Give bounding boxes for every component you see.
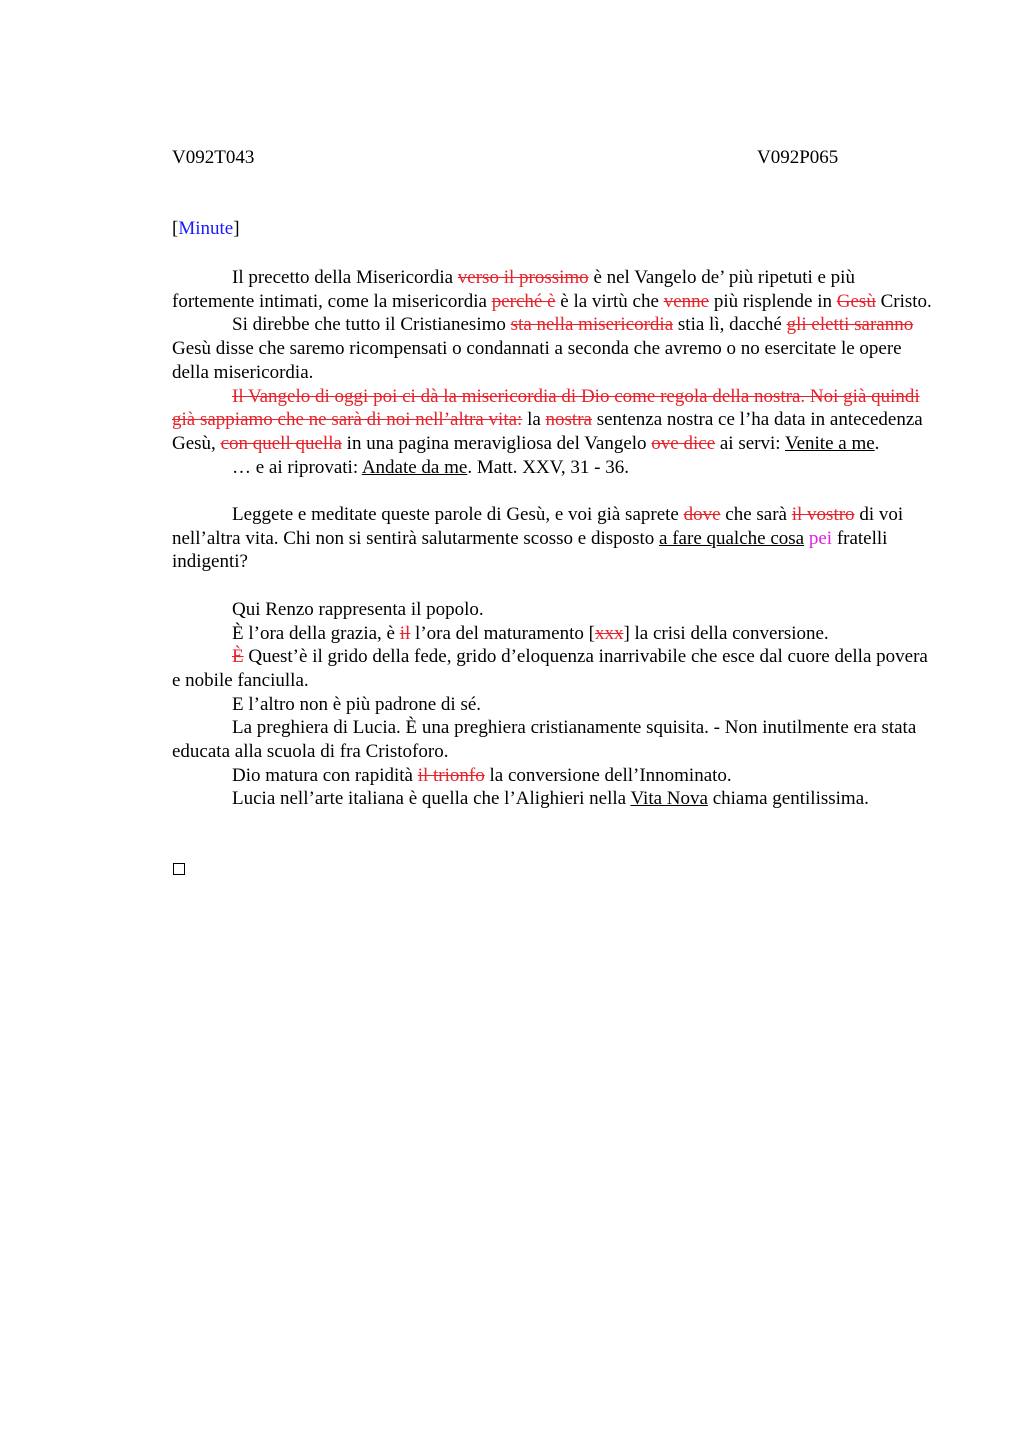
bracket-open: [ xyxy=(172,218,179,239)
text-run: . xyxy=(874,432,880,454)
text-run: Il precetto della Misericordia xyxy=(232,267,458,288)
deleted-text: ove dice xyxy=(651,432,716,454)
underlined-text: Venite a me xyxy=(784,432,875,454)
paragraph xyxy=(172,716,932,763)
text-run: la conversione dell’Innominato. xyxy=(484,764,732,786)
text-run: Leggete e meditate queste parole di Gesù, e voi già saprete xyxy=(232,504,684,526)
inserted-text: pei xyxy=(808,527,833,549)
deleted-text: venne xyxy=(663,290,710,312)
text-run: fratelli indigenti? xyxy=(172,527,888,573)
deleted-text: il trionfo xyxy=(417,764,485,786)
text-run: E l’altro non è più padrone di sé. xyxy=(232,693,482,715)
text-run: La preghiera di Lucia. È una preghiera cristianamente squisita. - Non inutilmente era stata educata alla scuola di fra Cristoforo. xyxy=(172,717,917,763)
deleted-text: dove xyxy=(683,504,721,526)
deleted-text: il vostro xyxy=(791,504,855,526)
paragraph xyxy=(172,503,932,574)
end-of-document-box-icon xyxy=(173,863,185,875)
deleted-text: il xyxy=(399,622,411,644)
text-run: di voi nell’altra vita. Chi non si sentirà salutarmente scosso e disposto xyxy=(172,504,904,549)
deleted-text: con quell quella xyxy=(220,432,342,454)
text-run: Dio matura con rapidità xyxy=(232,764,418,786)
text-run: ai servi: xyxy=(715,432,785,454)
underlined-text: a fare qualche cosa xyxy=(659,527,805,549)
paragraph xyxy=(172,787,932,811)
paragraph xyxy=(172,385,932,456)
bracket-close: ] xyxy=(233,218,240,239)
text-run: ] la crisi della conversione. xyxy=(623,622,829,644)
paragraph xyxy=(172,456,932,480)
underlined-text: Vita Nova xyxy=(630,788,708,810)
paragraph xyxy=(172,693,932,717)
deleted-text: verso il prossimo xyxy=(457,267,589,288)
section-label: Minute xyxy=(178,218,234,239)
underlined-text: Andate da me xyxy=(361,456,468,478)
text-run: chiama gentilissima. xyxy=(707,788,869,810)
section-heading xyxy=(172,218,240,240)
deleted-text: È xyxy=(232,646,244,668)
text-run: che sarà xyxy=(720,504,792,526)
text-run: sentenza nostra ce l’ha data in antecedenza Gesù, xyxy=(172,409,923,454)
text-run: Gesù disse che saremo ricompensati o condannati a seconda che avremo o no esercitate le opere della misericordia. xyxy=(172,338,902,383)
text-run: in una pagina meravigliosa del Vangelo xyxy=(341,432,652,454)
text-run: . Matt. XXV, 31 - 36. xyxy=(467,456,630,478)
document-code-right: V092P065 xyxy=(757,147,839,168)
paragraph xyxy=(172,645,932,692)
paragraph xyxy=(172,313,932,384)
deleted-text: Il Vangelo di oggi poi ci dà la misericordia di Dio come regola della nostra. Noi già quindi già sappiamo che ne sarà di noi nell’altra vita: xyxy=(172,385,920,431)
document-body xyxy=(172,266,932,811)
text-run: l’ora del maturamento [ xyxy=(410,622,595,644)
deleted-text: Gesù xyxy=(836,290,876,312)
text-run: Quest’è il grido della fede, grido d’eloquenza inarrivabile che esce dal cuore della povera e nobile fanciulla. xyxy=(172,646,928,691)
text-run: Qui Renzo rappresenta il popolo. xyxy=(232,598,484,620)
text-run: la xyxy=(522,409,546,431)
deleted-text: xxx xyxy=(594,622,624,644)
text-run: stia lì, dacché xyxy=(673,314,787,336)
document-code-left: V092T043 xyxy=(172,147,255,168)
text-run: È l’ora della grazia, è xyxy=(232,622,400,644)
text-run: più risplende in xyxy=(709,290,837,312)
paragraph xyxy=(172,622,932,646)
text-run: Si direbbe che tutto il Cristianesimo xyxy=(232,314,511,336)
text-run: è nel Vangelo de’ più ripetuti e più fortemente intimati, come la misericordia xyxy=(172,267,855,312)
text-run: Lucia nell’arte italiana è quella che l’Alighieri nella xyxy=(232,788,631,810)
deleted-text: gli eletti saranno xyxy=(786,314,914,336)
text-run: Cristo. xyxy=(875,290,932,312)
paragraph xyxy=(172,266,932,313)
deleted-text: sta nella misericordia xyxy=(510,314,674,336)
deleted-text: perché è xyxy=(491,290,556,312)
paragraph xyxy=(172,598,932,622)
text-run: è la virtù che xyxy=(555,290,664,312)
paragraph xyxy=(172,764,932,788)
deleted-text: nostra xyxy=(545,409,592,431)
text-run: … e ai riprovati: xyxy=(232,456,362,478)
